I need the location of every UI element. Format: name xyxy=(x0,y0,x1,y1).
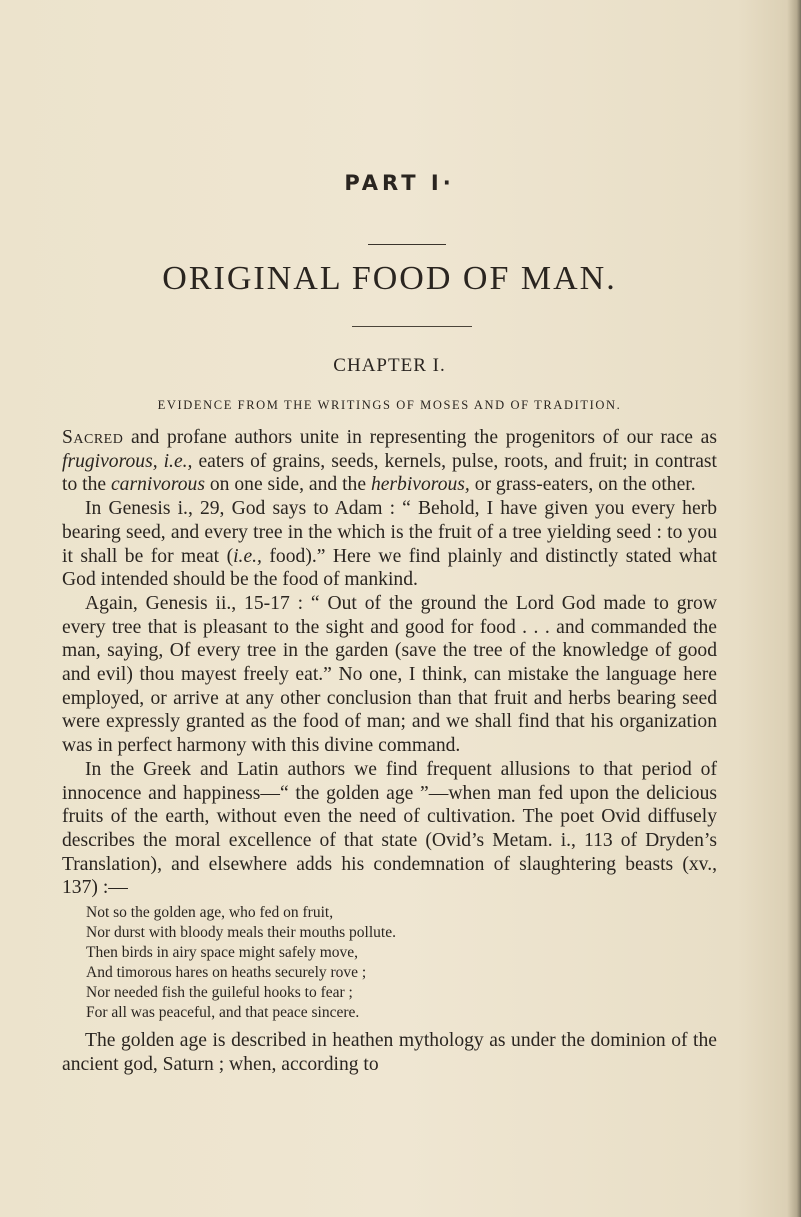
text-run: on one side, and the xyxy=(204,474,371,496)
text-run: In Genesis i., 29, God says to Adam : “ Behold, I have given you every herb bearing seed, and every tree in the which is the fruit of a tree yielding seed : to you it shall be for meat ( xyxy=(62,498,717,567)
part-rule xyxy=(368,244,446,245)
verse-line: Nor needed fish the guileful hooks to fear ; xyxy=(86,984,353,1002)
text-run: eaters of grains, seeds, kernels, pulse, roots, and fruit; in contrast to the xyxy=(62,450,717,496)
italic-term: carnivorous xyxy=(110,474,205,496)
part-heading: PART I· xyxy=(344,171,455,195)
verse-line: And timorous hares on heaths securely rove ; xyxy=(86,964,367,982)
paragraph-3: Again, Genesis ii., 15-17 : “ Out of the ground the Lord God made to grow every tree that is pleasant to the sight and good for food . . . and commanded the man, saying, Of every tree in the garden (save the tree of the knowledge of good and evil) thou mayest freely eat.” No one, I think, can mistake the language here employed, or arrive at any other conclusion than that fruit and herbs bearing seed were expressly granted as the food of man; and we shall find that his organization was in perfect harmony with this divine command. xyxy=(62,592,717,757)
paragraph-5: The golden age is described in heathen mythology as under the dominion of the ancient god, Saturn ; when, according to xyxy=(62,1030,717,1075)
verse-line: Nor durst with bloody meals their mouths pollute. xyxy=(86,924,396,942)
text-run: or grass-eaters, on the other. xyxy=(469,474,696,496)
title-rule xyxy=(352,326,472,327)
italic-term: frugivorous, i.e., xyxy=(62,450,193,472)
lead-word: Sacred xyxy=(62,427,124,448)
paragraph-4: In the Greek and Latin authors we find frequent allusions to that period of innocence and happiness—“ the golden age ”—when man fed upon the delicious fruits of the earth, without even the need of cultivation. The poet Ovid diffusely describes the moral excellence of that state (Ovid’s Metam. i., 113 of Dryden’s Translation), and elsewhere adds his condemnation of slaughtering beasts (xv., 137) :— xyxy=(62,758,717,899)
chapter-subtitle: EVIDENCE FROM THE WRITINGS OF MOSES AND OF TRADITION. xyxy=(157,398,622,412)
verse-line: Not so the golden age, who fed on fruit, xyxy=(86,904,334,922)
verse-line: Then birds in airy space might safely move, xyxy=(86,944,359,962)
chapter-heading: CHAPTER I. xyxy=(333,355,446,376)
body-text xyxy=(62,426,717,1076)
paragraph-1 xyxy=(62,426,717,497)
text-run: and profane authors unite in representing the progenitors of our race as xyxy=(123,427,717,448)
verse-quote xyxy=(86,903,717,1023)
page-title: ORIGINAL FOOD OF MAN. xyxy=(162,260,617,297)
page-edge-shadow xyxy=(787,0,801,1217)
italic-term: herbivorous, xyxy=(370,474,470,496)
verse-line: For all was peaceful, and that peace sincere. xyxy=(86,1004,360,1022)
paragraph-2 xyxy=(62,497,717,592)
text-run: food).” Here we find plainly and distinctly stated what God intended should be the food of mankind. xyxy=(62,545,717,591)
italic-term: i.e., xyxy=(233,545,262,567)
